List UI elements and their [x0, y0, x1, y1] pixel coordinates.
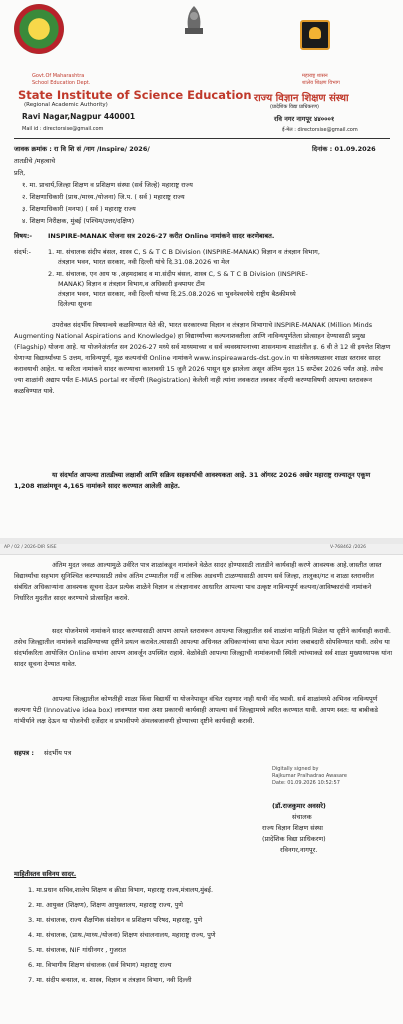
reference-line-4: MANAK) विज्ञान व तंत्रज्ञान विभाग,व अधिकारी इन्स्पायर टीम	[58, 280, 205, 288]
copy-item: 5. मा. संचालक, NIF गांधीनगर , गुजरात	[28, 946, 126, 954]
reference-line-3: 2. मा. संचालक, एन आय फ ,अहमदाबाद व मा.संदीप बंसल, शास्त्र C, S & T C B Division (INSPIRE-	[48, 270, 308, 278]
copy-item: 4. मा. संचालक, (प्राथ./माध्य./योजना) शिक्षण संचालनालय, महाराष्ट्र राज्य, पुणे	[28, 931, 216, 939]
header-rule	[14, 138, 390, 139]
digital-sig-line-2: Rajkumar Pralhadrao Awasare	[272, 773, 347, 779]
reference-number: जावक क्रमांक : रा वि शि सं /नाग /Inspire/ 2026/	[14, 145, 150, 153]
reference-line-5: तंत्रज्ञान भवन, भारत सरकार, नवी दिल्ली यांच्या दि.25.08.2026 चा भुवनेश्वरयेथे राष्ट्रीय बैठकीमध्ये	[58, 290, 296, 298]
govt-line-1: Govt.Of Maharashtra	[32, 73, 85, 79]
authority-mr: (प्रादेशिक विद्या प्राधिकरण)	[270, 104, 319, 110]
digital-sig-line-3: Date: 01.09.2026 10:52:57	[272, 780, 340, 786]
copy-item: 7. मा. संदीप बन्साल, व. शास्त्र, विज्ञान व तंत्रज्ञान विभाग, नवी दिल्ली	[28, 976, 192, 984]
institute-name-en: State Institute of Science Education	[18, 88, 252, 102]
mr-small-line-2: शालेय शिक्षण विभाग	[302, 80, 340, 86]
reference-line-6: दिलेल्या सूचना	[58, 300, 92, 308]
copy-item: 3. मा. संचालक, राज्य शैक्षणिक संशोधन व प्रशिक्षण परिषद, महाराष्ट्र, पुणे	[28, 916, 203, 924]
references-label: संदर्भ:-	[14, 248, 31, 256]
address-mr: रवि नगर नागपूर ४४०००१	[274, 115, 335, 123]
mr-logo-icon	[300, 20, 330, 50]
page2-paragraph-1: अंतिम मुदत जवळ आल्यामुळे उर्वरित पात्र शाळांकडून नामांकने वेळेत सादर होण्यासाठी तातडीने कार्यवाही करणे आवश्यक आहे.जास्तीत जास्त विद्यार्थ्यांचा सहभाग सुनिश्चित करण्यासाठी तसेच अंतिम टप्प्यातील गर्दी व तांत्रिक अडचणी टाळण्यासाठी आपण सर्व जिल्हा, तालुका/गट व शाळा स्तरावरील संबंधित अधिकाऱ्यांना आवश्यक सूचना देऊन प्रत्येक शाळेने विज्ञान व तंत्रज्ञानावर आधारित आपल्या पाच उत्कृष्ट नाविन्यपूर्ण कल्पना/आविष्कारांची नामांकने निर्धारित मुदतीत सादर करण्याचे प्रोत्साहित करावे.	[14, 561, 382, 602]
copy-item: 2. मा. आयुक्त (शिक्षण), शिक्षण आयुक्तालय, महाराष्ट्र राज्य, पुणे	[28, 901, 184, 909]
print-header-left: AP / 02 / 2026-DIR SISE	[4, 545, 57, 550]
copy-item: 6. मा. विभागीय शिक्षण संचालक (सर्व विभाग) महाराष्ट्र राज्य	[28, 961, 172, 969]
mail-mr: ई-मेल : directorsise@gmail.com	[282, 127, 358, 133]
digital-sig-line-1: Digitally signed by	[272, 766, 319, 772]
signatory-place: रविनगर,नागपूर.	[280, 846, 318, 854]
authority-en: (Regional Academic Authority)	[24, 102, 108, 108]
signatory-org: राज्य विज्ञान शिक्षण संस्था	[262, 824, 323, 832]
recipient-1: १. मा. प्राचार्य,जिल्हा शिक्षण व प्रशिक्षण संस्था (सर्व जिल्हे) महाराष्ट्र राज्य	[22, 181, 193, 189]
sise-logo-icon	[14, 4, 64, 54]
copy-to-label: माहितीस्तव सविनय सादर.	[14, 870, 77, 878]
print-header-strip	[0, 544, 403, 555]
subject-label: विषय:-	[14, 232, 33, 240]
signatory-name: (डॉ.राजकुमार अवसरे)	[272, 802, 326, 810]
digital-signature	[252, 766, 392, 794]
urgent-label: तातडीचे /महत्वाचे	[14, 157, 56, 165]
reference-line-1: 1. मा. संचालक संदीप बंसल, शास्त्र C, S & T C B Division (INSPIRE-MANAK) विज्ञान व तंत्रज्ञान विभाग,	[48, 248, 320, 256]
institute-name-mr: राज्य विज्ञान शिक्षण संस्था	[254, 93, 349, 104]
ashoka-emblem-icon	[180, 2, 208, 38]
page2-paragraph-2: सदर योजनेमध्ये नामांकने सादर करण्यासाठी आपण आपले स्तरावरून आपल्या जिल्ह्यातील सर्व शाळांना माहिती मिळेल या दृष्टीने कार्यवाही करावी. तसेच जिल्ह्यातील नामांकने वाढविण्याच्या दृष्टीने प्रयत्न करावेत.त्यासाठी आपल्या अधिनस्त अधिकाऱ्यांच्या सभा घेऊन त्यांना जबाबदारी सोपविण्यात यावी. तसेच या संदर्भाकरिता आयोजित Online सभांना आपण आवर्जून उपस्थित राहावे. वेळोवेळी आपल्या जिल्ह्याची नामांकनाची स्थिती त्यांच्याकडे सर्व शाळा मुख्याध्यापक यांना सादर सूचना देण्यात यावेत.	[14, 627, 393, 668]
govt-lines	[32, 73, 90, 87]
recipient-3: ३. शिक्षणाधिकारी (मनपा) ( सर्व ) महाराष्ट्र राज्य	[22, 205, 136, 213]
recipient-2: २. शिक्षणाधिकारी (प्राथ./माध्य./योजना) जि.प. ( सर्व ) महाराष्ट्र राज्य	[22, 193, 185, 201]
enclosure-label: सहपत्र :	[14, 749, 34, 757]
letter-date: दिनांक : 01.09.2026	[312, 145, 376, 153]
signatory-authority: (प्रादेशिक विद्या प्राधिकरण)	[262, 835, 326, 843]
address-en: Ravi Nagar,Nagpur 440001	[22, 112, 136, 121]
govt-line-2: School Education Dept.	[32, 80, 91, 86]
print-header-right: V-768462 /2026	[330, 545, 367, 550]
mail-en: Mail id : directorsise@gmail.com	[22, 126, 104, 132]
body-paragraph-1: उपरोक्त संदर्भीय विषयान्वये कळविण्यात येते की, भारत सरकारच्या विज्ञान व तंत्रज्ञान विभागाचे INSPIRE-MANAK (Million Minds Augmenting National Aspirations and Knowledge) हा विद्यार्थ्यांच्या कल्पनाशक्तीला आणि नाविन्यपूर्णतेला प्रोत्साहन देण्यासाठी प्रमुख (Flagship) योजना आहे. या योजनेअंतर्गत सन 2026-27 मध्ये सर्व माध्यमाच्या व सर्व व्यवस्थापनाच्या शासनमान्य शाळांतील इ. 6 वी ते 12 वी इयत्तेत शिक्षण घेणाऱ्या विद्यार्थ्यांच्या 5 उत्तम, नाविन्यपूर्ण, मूळ कल्पनांची Online नामांकने www.inspireawards-dst.gov.in या संकेतस्थळावर शाळा स्तरावर सादर करावयाची आहेत. या करिता नामांकने सादर करण्याचा कालावधी 15 जुलै 2026 पासून सुरु झालेला असून अंतिम मुदत 15 सप्टेंबर 2026 पर्यंत आहे. तसेच ज्या शाळांनी अद्याप पर्यंत E-MIAS portal वर नोंदणी (Registration) केलेली नाही त्यांना लवकरात लवकर नोंदणी करण्याविषयी आपल्या स्तरावरून कळविण्यात यावे.	[14, 321, 391, 395]
mr-small-line-1: महाराष्ट्र शासन	[302, 73, 328, 79]
signatory-title: संचालक	[292, 813, 312, 821]
to-label: प्रति,	[14, 169, 26, 177]
page2-paragraph-3: आपल्या जिल्ह्यातील कोणतीही शाळा किंवा विद्यार्थी या योजनेपासून वंचित राहणार नाही याची नोंद घ्यावी. सर्व शाळांमध्ये अभिनव नाविन्यपूर्ण कल्पना पेटी (Innovative idea box) लावण्यात यावा अशा प्रकारची कार्यवाही आपल्या सर्व जिल्ह्यामध्ये त्वरित करण्यात यावी. आपण स्वत: या बाबीकडे गांभीर्याने लक्ष देऊन या योजनेची दर्जेदार व प्रभावीपणे अंमलबजावणी होण्याच्या दृष्टीने कार्यवाही करावी.	[14, 695, 378, 725]
letter-page-2	[0, 544, 403, 1024]
body-paragraph-2: या संदर्भात आपल्या तातडीच्या लक्षाशी आणि सक्रिय सहकार्याची आवश्यकता आहे. 31 ऑगस्ट 2026 अखेर महाराष्ट्र राज्यातून एकूण 1,208 शाळांमधून 4,165 नामांकने सादर करण्यात आलेली आहेत.	[14, 471, 371, 490]
copy-item: 1. मा.प्रधान सचिव,शालेय शिक्षण व क्रीडा विभाग, महाराष्ट्र राज्य,मंत्रालय,मुंबई.	[28, 886, 214, 894]
subject-text: INSPIRE-MANAK योजना सत्र 2026-27 करीत Online नामांकने सादर करणेबाबत.	[48, 232, 275, 240]
reference-line-2: तंत्रज्ञान भवन, भारत सरकार, नवी दिल्ली यांचे दि.31.08.2026 चा मेल	[58, 258, 230, 266]
recipient-4: ४. शिक्षण निरीक्षक, मुंबई (पश्चिम/उत्तर/दक्षिण)	[22, 217, 135, 225]
enclosure-text: संदर्भीय पत्र	[44, 749, 72, 757]
